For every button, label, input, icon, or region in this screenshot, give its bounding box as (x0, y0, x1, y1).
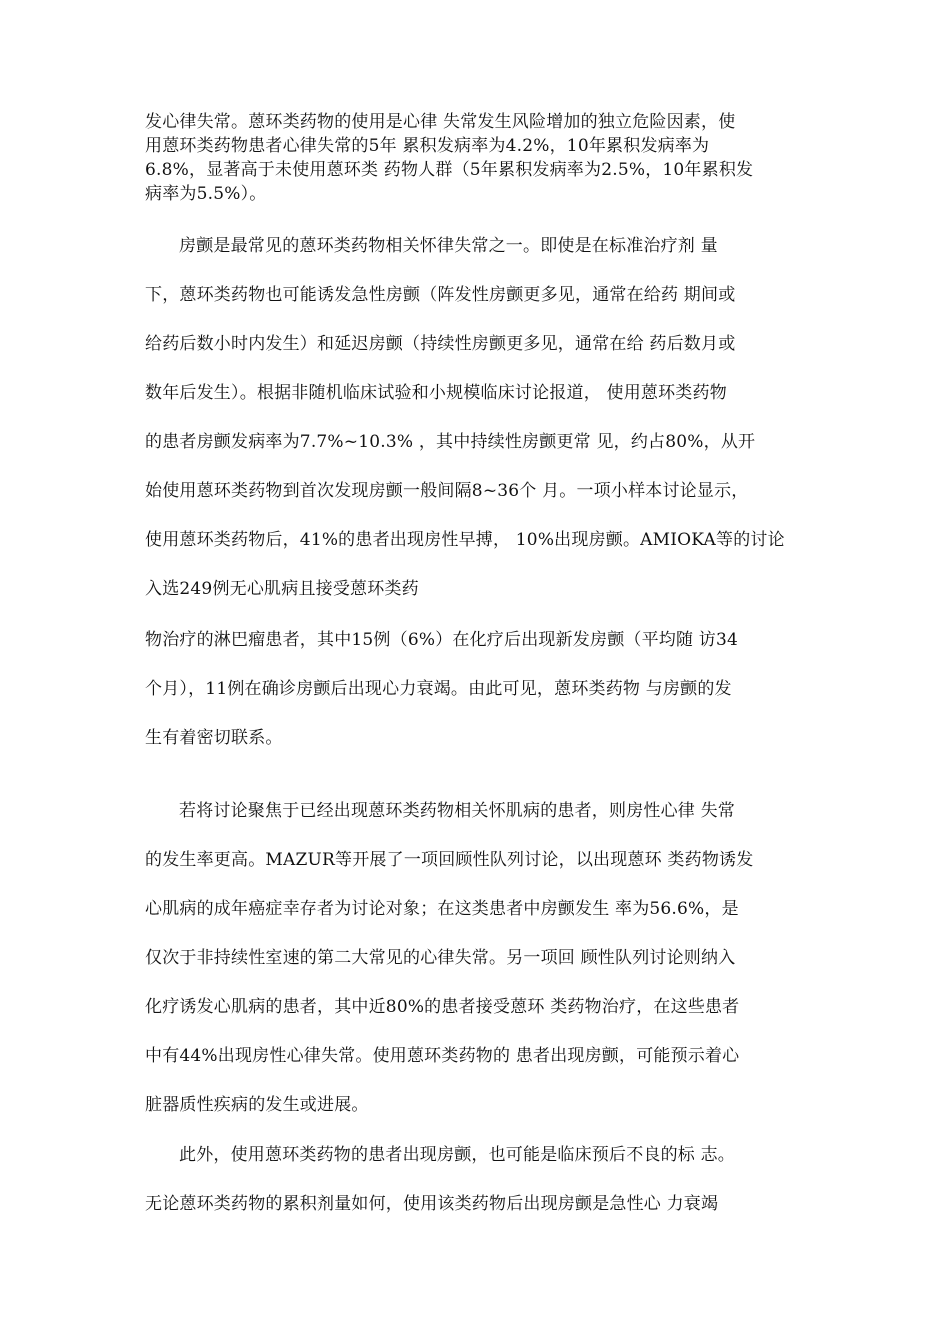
text-line: 若将讨论聚焦于已经出现蒽环类药物相关怀肌病的患者，则房性心律 失常 (179, 801, 736, 821)
text-line: 房颤是最常见的蒽环类药物相关怀律失常之一。即使是在标准治疗剂 量 (179, 236, 718, 256)
paragraph-lymphoma-study (145, 616, 825, 763)
text-line: 此外，使用蒽环类药物的患者出现房颤，也可能是临床预后不良的标 志。 (179, 1145, 736, 1165)
text-line: 无论蒽环类药物的累积剂量如何，使用该类药物后出现房颤是急性心 力衰竭 (145, 1194, 719, 1214)
text-line: 生有着密切联系。 (145, 728, 283, 748)
text-line: 脏器质性疾病的发生或进展。 (145, 1095, 369, 1115)
text-line: 入选249例无心肌病且接受蒽环类药 (145, 579, 419, 599)
text-line: 物治疗的淋巴瘤患者，其中15例（6%）在化疗后出现新发房颤（平均随 访34 (145, 630, 739, 650)
text-line: 发心律失常。蒽环类药物的使用是心律 失常发生风险增加的独立危险因素，使 (145, 112, 736, 132)
text-line: 的发生率更高。MAZUR等开展了一项回顾性队列讨论，以出现蒽环 类药物诱发 (145, 850, 754, 870)
text-line: 数年后发生）。根据非随机临床试验和小规模临床讨论报道， 使用蒽环类药物 (145, 383, 727, 403)
text-line: 的患者房颤发病率为7.7%~10.3% ，其中持续性房颤更常 见，约占80%，从开 (145, 432, 756, 452)
text-line: 病率为5.5%）。 (145, 184, 267, 204)
text-line: 用蒽环类药物患者心律失常的5年 累积发病率为4.2%，10年累积发病率为 (145, 136, 710, 156)
text-line: 个月），11例在确诊房颤后出现心力衰竭。由此可见，蒽环类药物 与房颤的发 (145, 679, 732, 699)
paragraph-cardiomyopathy-patients (145, 787, 825, 1130)
text-line: 使用蒽环类药物后，41%的患者出现房性早搏， 10%出现房颤。AMIOKA等的讨论 (145, 530, 785, 550)
paragraph-arrhythmia-incidence (145, 110, 825, 206)
text-line: 化疗诱发心肌病的患者，其中近80%的患者接受蒽环 类药物治疗，在这些患者 (145, 997, 740, 1017)
text-line: 6.8%，显著高于未使用蒽环类 药物人群（5年累积发病率为2.5%，10年累积发 (145, 160, 754, 180)
text-line: 下，蒽环类药物也可能诱发急性房颤（阵发性房颤更多见，通常在给药 期间或 (145, 285, 736, 305)
text-line: 仅次于非持续性室速的第二大常见的心律失常。另一项回 顾性队列讨论则纳入 (145, 948, 736, 968)
text-line: 始使用蒽环类药物到首次发现房颤一般间隔8~36个 月。一项小样本讨论显示， (145, 481, 749, 501)
text-line: 给药后数小时内发生）和延迟房颤（持续性房颤更多见，通常在给 药后数月或 (145, 334, 736, 354)
paragraph-prognosis (145, 1131, 825, 1229)
text-line: 中有44%出现房性心律失常。使用蒽环类药物的 患者出现房颤，可能预示着心 (145, 1046, 740, 1066)
text-line: 心肌病的成年癌症幸存者为讨论对象；在这类患者中房颤发生 率为56.6%，是 (145, 899, 739, 919)
paragraph-atrial-fibrillation (145, 222, 825, 614)
